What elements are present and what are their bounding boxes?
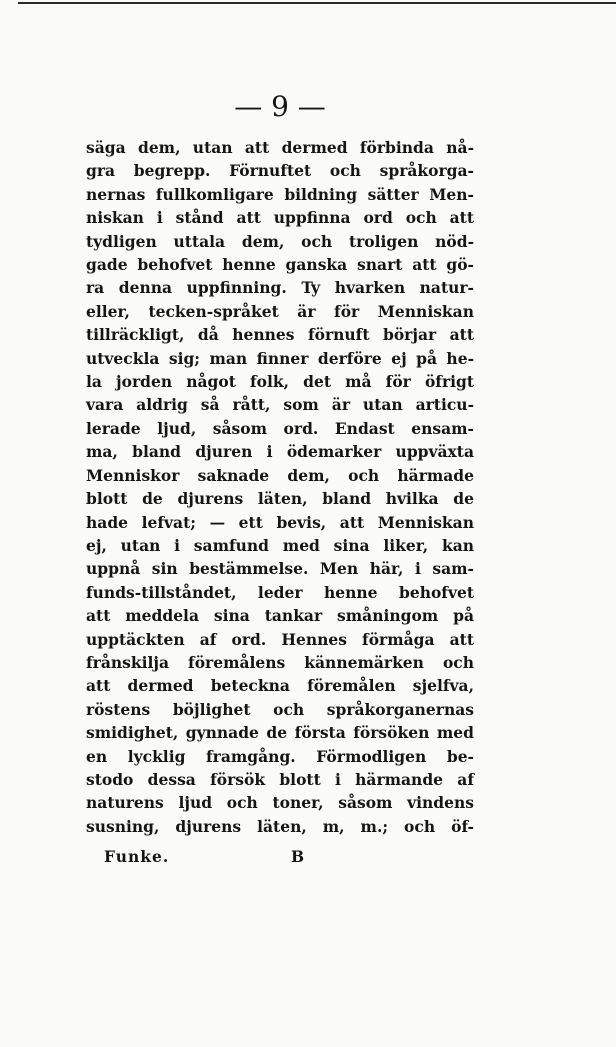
text-line: tillräckligt, då hennes förnuft börjar att <box>86 325 474 345</box>
signature-letter: B <box>291 847 305 866</box>
text-line: att meddela sina tankar småningom på <box>86 606 474 626</box>
text-line: gade behofvet henne ganska snart att gö- <box>86 255 474 275</box>
text-line: blott de djurens läten, bland hvilka de <box>86 489 474 509</box>
text-line: nernas fullkomligare bildning sätter Men- <box>86 184 474 204</box>
text-line: eller, tecken-språket är för Menniskan <box>86 301 474 321</box>
text-line: en lycklig framgång. Förmodligen be- <box>86 746 474 766</box>
text-line: funds-tillståndet, leder henne behofvet <box>86 582 474 602</box>
text-line: la jorden något folk, det må för öfrigt <box>86 372 474 392</box>
text-line: Menniskor saknade dem, och härmade <box>86 465 474 485</box>
text-line: ej, utan i samfund med sina liker, kan <box>86 535 474 555</box>
text-line: ma, bland djuren i ödemarker uppväxta <box>86 442 474 462</box>
text-line: frånskilja föremålens kännemärken och <box>86 652 474 672</box>
text-line: upptäckten af ord. Hennes förmåga att <box>86 629 474 649</box>
text-line: hade lefvat; — ett bevis, att Menniskan <box>86 512 474 532</box>
text-line: lerade ljud, såsom ord. Endast ensam- <box>86 418 474 438</box>
body-text <box>86 136 474 838</box>
text-line: utveckla sig; man finner derföre ej på he- <box>86 348 474 368</box>
top-rule <box>18 2 616 4</box>
signature-mark: Funke. <box>104 847 170 866</box>
text-line: säga dem, utan att dermed förbinda nå- <box>86 138 474 157</box>
text-line: smidighet, gynnade de första försöken med <box>86 723 474 743</box>
page-number: — 9 — <box>234 90 326 123</box>
text-line: uppnå sin bestämmelse. Men här, i sam- <box>86 559 474 579</box>
text-line: stodo dessa försök blott i härmande af <box>86 769 474 789</box>
text-line: att dermed beteckna föremålen sjelfva, <box>86 676 474 696</box>
text-line: röstens böjlighet och språkorganernas <box>86 699 474 719</box>
text-line: gra begrepp. Förnuftet och språkorga- <box>86 161 474 181</box>
text-line: susning, djurens läten, m, m.; och öf- <box>86 816 474 836</box>
text-line: tydligen uttala dem, och troligen nöd- <box>86 231 474 251</box>
page-footer <box>86 847 474 871</box>
text-line: ra denna uppfinning. Ty hvarken natur- <box>86 278 474 298</box>
text-line: naturens ljud och toner, såsom vindens <box>86 793 474 813</box>
text-line: vara aldrig så rått, som är utan articu- <box>86 395 474 415</box>
text-line: niskan i stånd att uppfinna ord och att <box>86 208 474 228</box>
